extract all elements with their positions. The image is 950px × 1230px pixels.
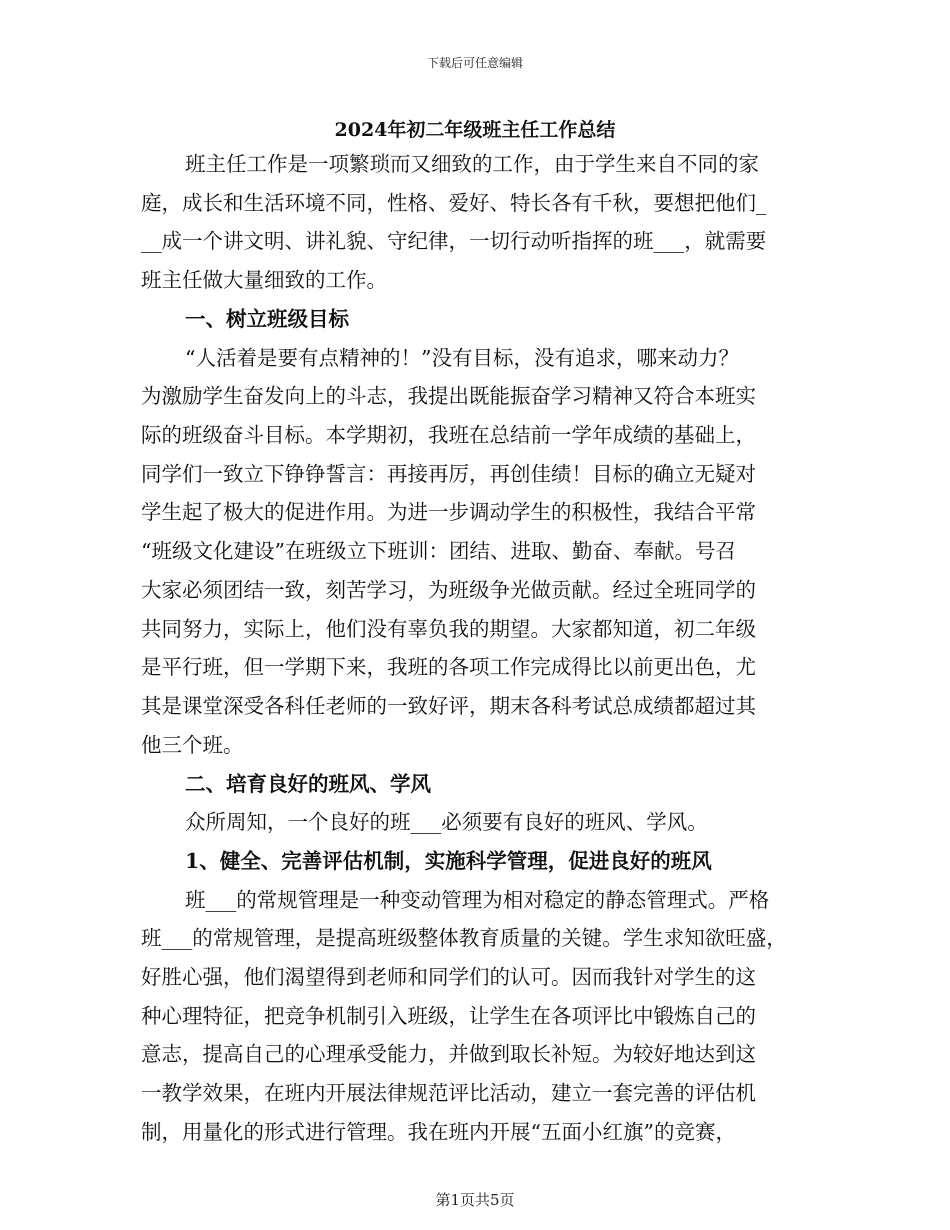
paragraph-line: 众所周知，一个良好的班___必须要有良好的班风、学风。 (185, 810, 708, 834)
document-title: 2024年初二年级班主任工作总结 (334, 119, 616, 141)
paragraph-line: 际的班级奋斗目标。本学期初，我班在总结前一学年成绩的基础上， (141, 423, 756, 447)
paragraph-line: 共同努力，实际上，他们没有辜负我的期望。大家都知道，初二年级 (141, 617, 756, 641)
paragraph-line: 大家必须团结一致，刻苦学习，为班级争光做贡献。经过全班同学的 (141, 578, 756, 602)
paragraph-line: 同学们一致立下铮铮誓言：再接再厉，再创佳绩！目标的确立无疑对 (141, 462, 756, 486)
paragraph-line: 他三个班。 (141, 733, 244, 757)
paragraph-line: 班___的常规管理是一种变动管理为相对稳定的静态管理式。严格 (185, 888, 770, 912)
page-header: 下载后可任意编辑 (426, 56, 523, 70)
paragraph-line: “班级文化建设”在班级立下班训：团结、进取、勤奋、奉献。号召 (141, 539, 736, 563)
paragraph-line: 庭，成长和生活环境不同，性格、爱好、特长各有千秋，要想把他们_ (141, 191, 767, 215)
paragraph-line: 为激励学生奋发向上的斗志，我提出既能振奋学习精神又符合本班实 (141, 384, 756, 408)
paragraph-line: 种心理特征，把竞争机制引入班级，让学生在各项评比中锻炼自己的 (141, 1004, 756, 1028)
paragraph-line: 意志，提高自己的心理承受能力，并做到取长补短。为较好地达到这 (141, 1042, 756, 1066)
section-heading: 一、树立班级目标 (185, 307, 349, 331)
paragraph-line: __成一个讲文明、讲礼貌、守纪律，一切行动听指挥的班___，就需要 (141, 229, 767, 253)
page-footer: 第1页共5页 (435, 1191, 515, 1209)
paragraph-line: 一教学效果，在班内开展法律规范评比活动，建立一套完善的评估机 (141, 1081, 756, 1105)
section-heading: 二、培育良好的班风、学风 (185, 772, 431, 796)
subsection-heading: 1、健全、完善评估机制，实施科学管理，促进良好的班风 (185, 849, 712, 873)
paragraph-line: 学生起了极大的促进作用。为进一步调动学生的积极性，我结合平常 (141, 500, 756, 524)
paragraph-line: 是平行班，但一学期下来，我班的各项工作完成得比以前更出色，尤 (141, 655, 756, 679)
paragraph-line: 好胜心强，他们渴望得到老师和同学们的认可。因而我针对学生的这 (141, 965, 756, 989)
paragraph-line: 班___的常规管理，是提高班级整体教育质量的关键。学生求知欲旺盛， (141, 926, 787, 950)
paragraph-line: 其是课堂深受各科任老师的一致好评，期末各科考试总成绩都超过其 (141, 694, 756, 718)
paragraph-line: 班主任工作是一项繁琐而又细致的工作，由于学生来自不同的家 (185, 152, 759, 176)
paragraph-line: “人活着是要有点精神的！”没有目标，没有追求，哪来动力？ (185, 346, 739, 370)
paragraph-line: 班主任做大量细致的工作。 (141, 268, 387, 292)
paragraph-line: 制，用量化的形式进行管理。我在班内开展“五面小红旗”的竞赛， (141, 1120, 736, 1144)
